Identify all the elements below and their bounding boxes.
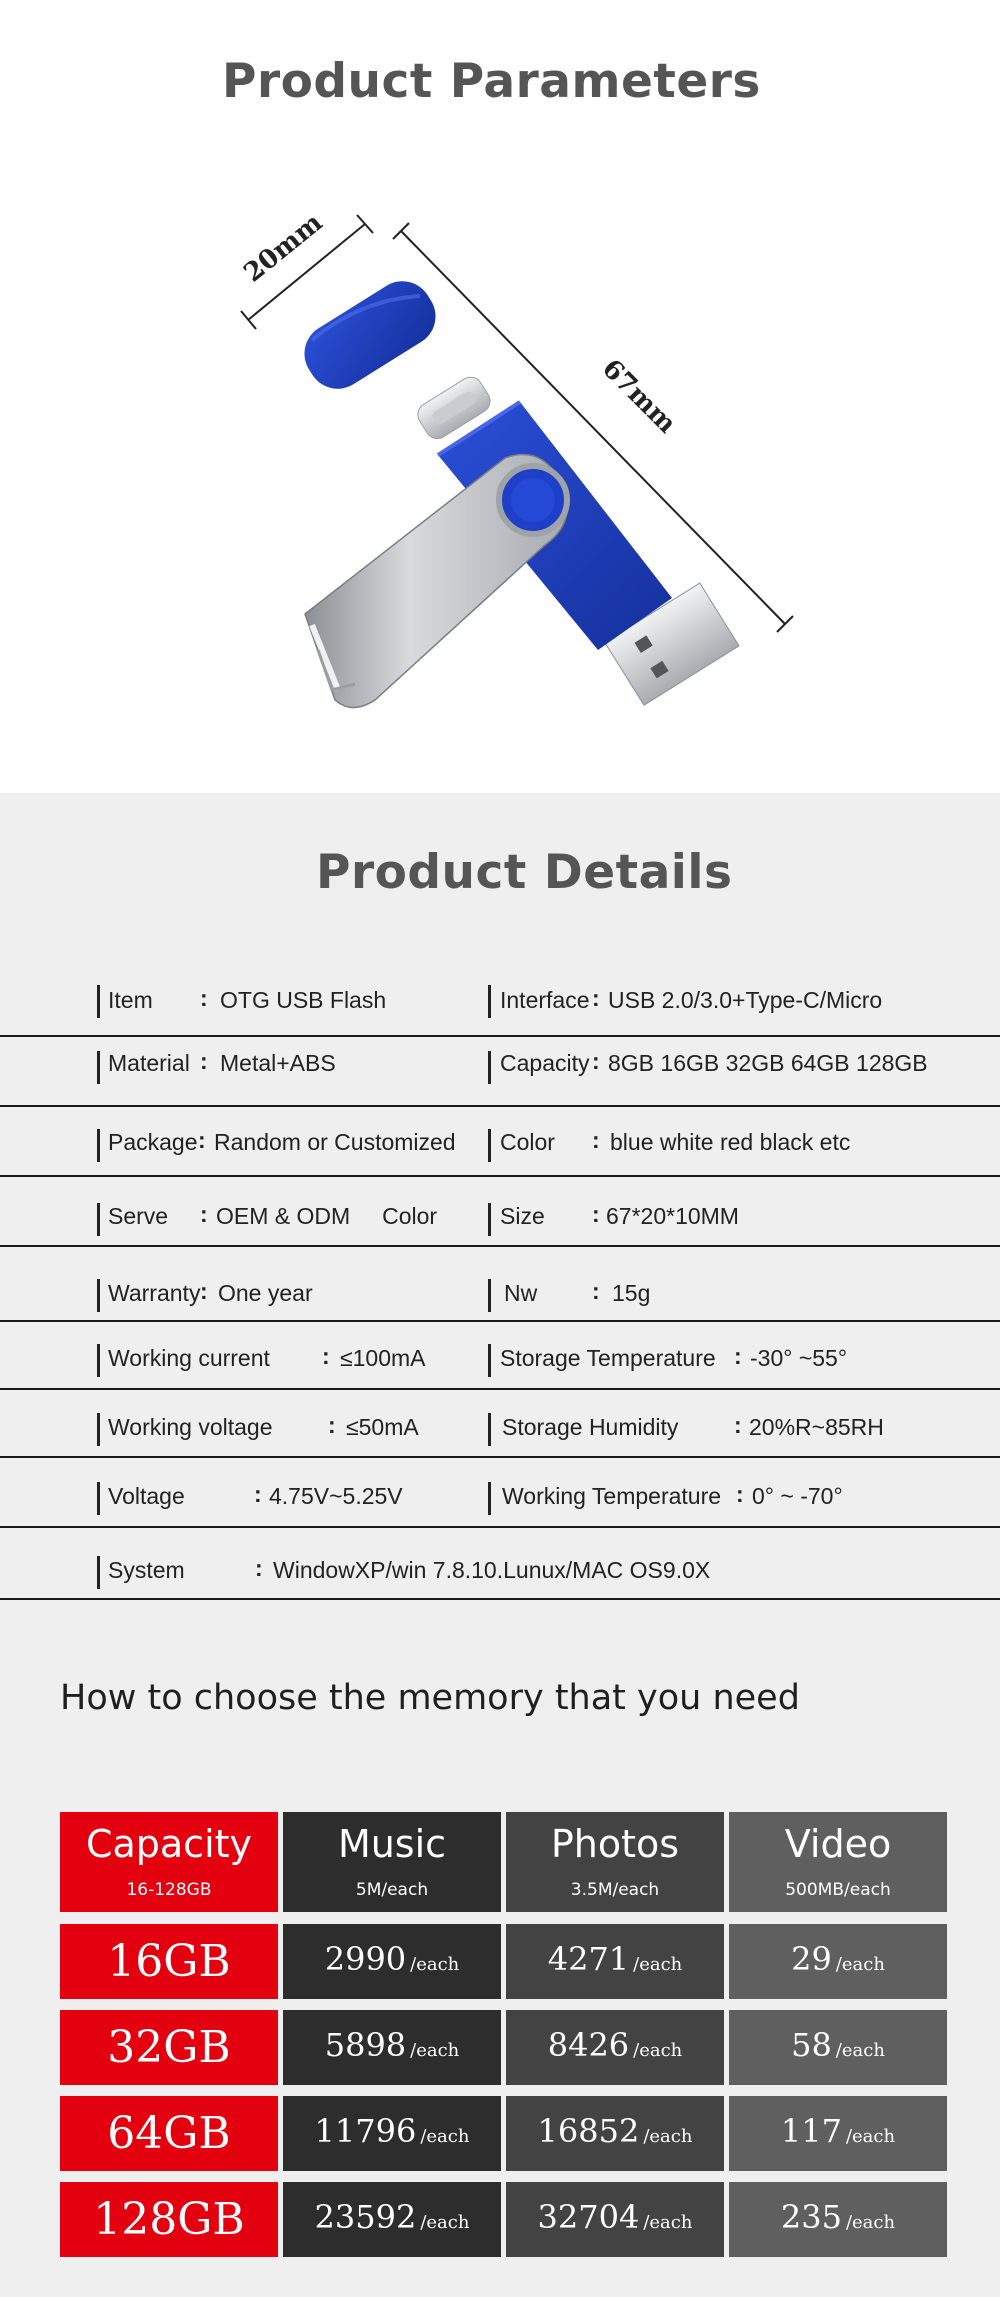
- spec-row: [0, 1320, 1000, 1390]
- spec-row: [0, 965, 1000, 1037]
- music-count: 11796 /each: [314, 2112, 470, 2150]
- spec-label: Package: [108, 1129, 198, 1155]
- spec-value: 8GB 16GB 32GB 64GB 128GB: [608, 1050, 928, 1076]
- header-video-label: Video: [784, 1822, 892, 1866]
- spec-label: System: [108, 1557, 185, 1583]
- header-music: [283, 1812, 501, 1912]
- spec-label: Working Temperature: [502, 1483, 722, 1509]
- spec-cell-right: [488, 1245, 988, 1320]
- spec-row: [0, 1388, 1000, 1458]
- spec-cell-left: [97, 1175, 487, 1245]
- spec-value: Random or Customized: [214, 1129, 456, 1155]
- photos-cell: [506, 2182, 724, 2257]
- spec-colon: :: [592, 1278, 600, 1304]
- row-divider-bar: [488, 1051, 491, 1084]
- dimension-width-label: 20mm: [238, 207, 329, 289]
- swivel-cover: [305, 454, 567, 707]
- spec-label: Storage Temperature: [500, 1345, 716, 1371]
- row-divider-bar: [97, 1556, 100, 1589]
- spec-value: 67*20*10MM: [606, 1203, 739, 1229]
- spec-value: 0° ~ -70°: [752, 1483, 843, 1509]
- spec-cell-right: [488, 1175, 988, 1245]
- spec-colon: :: [255, 1555, 263, 1581]
- row-divider-bar: [488, 1482, 491, 1515]
- spec-value: WindowXP/win 7.8.10.Lunux/MAC OS9.0X: [273, 1557, 711, 1583]
- music-count: 5898 /each: [324, 2026, 460, 2064]
- spec-value: OEM & ODM Color: [216, 1203, 438, 1229]
- row-divider-bar: [488, 1129, 491, 1162]
- spec-cell-right: [488, 1105, 988, 1175]
- spec-cell-right: [488, 1388, 988, 1456]
- row-divider-bar: [488, 985, 491, 1018]
- spec-cell-right: [488, 1035, 988, 1105]
- spec-label: Storage Humidity: [502, 1414, 679, 1440]
- spec-value: 4.75V~5.25V: [269, 1483, 403, 1509]
- spec-colon: :: [736, 1481, 744, 1507]
- row-divider-bar: [97, 1482, 100, 1515]
- header-capacity-label: Capacity: [85, 1822, 253, 1866]
- video-count: 29 /each: [791, 1940, 885, 1978]
- music-count: 23592 /each: [314, 2198, 470, 2236]
- row-divider-bar: [97, 1344, 100, 1377]
- video-count: 117 /each: [780, 2112, 896, 2150]
- header-capacity-sub: 16-128GB: [126, 1880, 212, 1900]
- spec-colon: :: [200, 985, 208, 1011]
- capacity-value: 64GB: [107, 2108, 231, 2159]
- product-details-section: [0, 793, 1000, 1608]
- spec-row: [0, 1035, 1000, 1107]
- capacity-cell: [60, 2096, 278, 2171]
- music-cell: [283, 1924, 501, 1999]
- spec-label: Color: [500, 1129, 555, 1155]
- photos-cell: [506, 2096, 724, 2171]
- spec-label: Item: [108, 987, 153, 1013]
- spec-row: [0, 1456, 1000, 1528]
- header-music-sub: 5M/each: [355, 1880, 429, 1900]
- row-divider-bar: [97, 1203, 100, 1236]
- video-cell: [729, 2096, 947, 2171]
- memory-guide-section: [0, 1608, 1000, 2297]
- spec-colon: :: [592, 1127, 600, 1153]
- capacity-value: 128GB: [93, 2194, 245, 2245]
- spec-value: 20%R~85RH: [749, 1414, 884, 1440]
- memory-guide-title: How to choose the memory that you need: [60, 1678, 800, 1718]
- spec-cell-left: [97, 1035, 487, 1105]
- spec-row: [0, 1105, 1000, 1177]
- spec-label: Size: [500, 1203, 545, 1229]
- spec-colon: :: [734, 1343, 742, 1369]
- row-divider-bar: [97, 1051, 100, 1084]
- header-video: [729, 1812, 947, 1912]
- spec-row: [0, 1175, 1000, 1247]
- photos-count: 16852 /each: [537, 2112, 693, 2150]
- header-photos: [506, 1812, 724, 1912]
- photos-count: 8426 /each: [547, 2026, 683, 2064]
- header-capacity: [60, 1812, 278, 1912]
- spec-label: Nw: [504, 1280, 538, 1306]
- header-photos-label: Photos: [550, 1822, 680, 1866]
- spec-cell-left: [97, 1105, 487, 1175]
- spec-cell-left: [97, 1456, 487, 1526]
- music-count: 2990 /each: [324, 1940, 460, 1978]
- spec-label: Interface: [500, 987, 590, 1013]
- spec-value: USB 2.0/3.0+Type-C/Micro: [608, 987, 883, 1013]
- product-parameters-title: Product Parameters: [222, 54, 761, 109]
- row-divider-bar: [488, 1413, 491, 1446]
- spec-row: [0, 1526, 1000, 1600]
- spec-row: [0, 1245, 1000, 1322]
- row-divider-bar: [97, 1413, 100, 1446]
- spec-value: 15g: [612, 1280, 651, 1306]
- dimension-length-label: 67mm: [596, 353, 682, 440]
- spec-colon: :: [200, 1201, 208, 1227]
- spec-cell-right: [488, 965, 988, 1035]
- capacity-cell: [60, 1924, 278, 1999]
- product-details-title: Product Details: [316, 845, 733, 900]
- product-parameters-section: [0, 0, 1000, 793]
- spec-colon: :: [592, 1201, 600, 1227]
- capacity-value: 16GB: [107, 1936, 231, 1987]
- spec-colon: :: [200, 1048, 208, 1074]
- spec-label: Material: [108, 1050, 190, 1076]
- spec-cell-left: [97, 1526, 977, 1598]
- video-cell: [729, 1924, 947, 1999]
- usb-cap: [293, 270, 447, 400]
- header-video-sub: 500MB/each: [785, 1880, 891, 1900]
- photos-cell: [506, 2010, 724, 2085]
- spec-cell-left: [97, 1388, 487, 1456]
- video-count: 235 /each: [780, 2198, 896, 2236]
- spec-value: OTG USB Flash: [220, 987, 387, 1013]
- music-cell: [283, 2010, 501, 2085]
- header-photos-sub: 3.5M/each: [570, 1880, 660, 1900]
- video-cell: [729, 2010, 947, 2085]
- row-divider-bar: [97, 1129, 100, 1162]
- capacity-cell: [60, 2010, 278, 2085]
- spec-label: Capacity: [500, 1050, 590, 1076]
- spec-value: One year: [218, 1280, 313, 1306]
- spec-value: Metal+ABS: [220, 1050, 336, 1076]
- spec-label: Working current: [108, 1345, 270, 1371]
- spec-colon: :: [198, 1127, 206, 1153]
- spec-colon: :: [200, 1278, 208, 1304]
- spec-cell-right: [488, 1456, 988, 1526]
- row-divider-bar: [488, 1344, 491, 1377]
- spec-value: -30° ~55°: [750, 1345, 848, 1371]
- capacity-value: 32GB: [107, 2022, 231, 2073]
- spec-colon: :: [592, 1048, 600, 1074]
- music-cell: [283, 2096, 501, 2171]
- photos-count: 4271 /each: [547, 1940, 683, 1978]
- spec-colon: :: [328, 1412, 336, 1438]
- capacity-cell: [60, 2182, 278, 2257]
- spec-label: Working voltage: [108, 1414, 273, 1440]
- spec-label: Voltage: [108, 1483, 185, 1509]
- spec-label: Warranty: [108, 1280, 201, 1306]
- spec-colon: :: [322, 1343, 330, 1369]
- row-divider-bar: [97, 985, 100, 1018]
- music-cell: [283, 2182, 501, 2257]
- photos-count: 32704 /each: [537, 2198, 693, 2236]
- spec-value: ≤100mA: [340, 1345, 426, 1371]
- video-count: 58 /each: [791, 2026, 885, 2064]
- row-divider-bar: [488, 1279, 491, 1312]
- row-divider-bar: [97, 1279, 100, 1312]
- header-music-label: Music: [337, 1822, 447, 1866]
- spec-cell-left: [97, 1320, 487, 1388]
- spec-colon: :: [592, 985, 600, 1011]
- photos-cell: [506, 1924, 724, 1999]
- row-divider-bar: [488, 1203, 491, 1236]
- spec-cell-left: [97, 965, 487, 1035]
- spec-value: ≤50mA: [346, 1414, 419, 1440]
- spec-label: Serve: [108, 1203, 169, 1229]
- spec-cell-left: [97, 1245, 487, 1320]
- usb-flash-drive-image: [0, 150, 1000, 750]
- spec-colon: :: [734, 1412, 742, 1438]
- spec-value: blue white red black etc: [610, 1129, 851, 1155]
- spec-cell-right: [488, 1320, 988, 1388]
- video-cell: [729, 2182, 947, 2257]
- spec-colon: :: [254, 1481, 262, 1507]
